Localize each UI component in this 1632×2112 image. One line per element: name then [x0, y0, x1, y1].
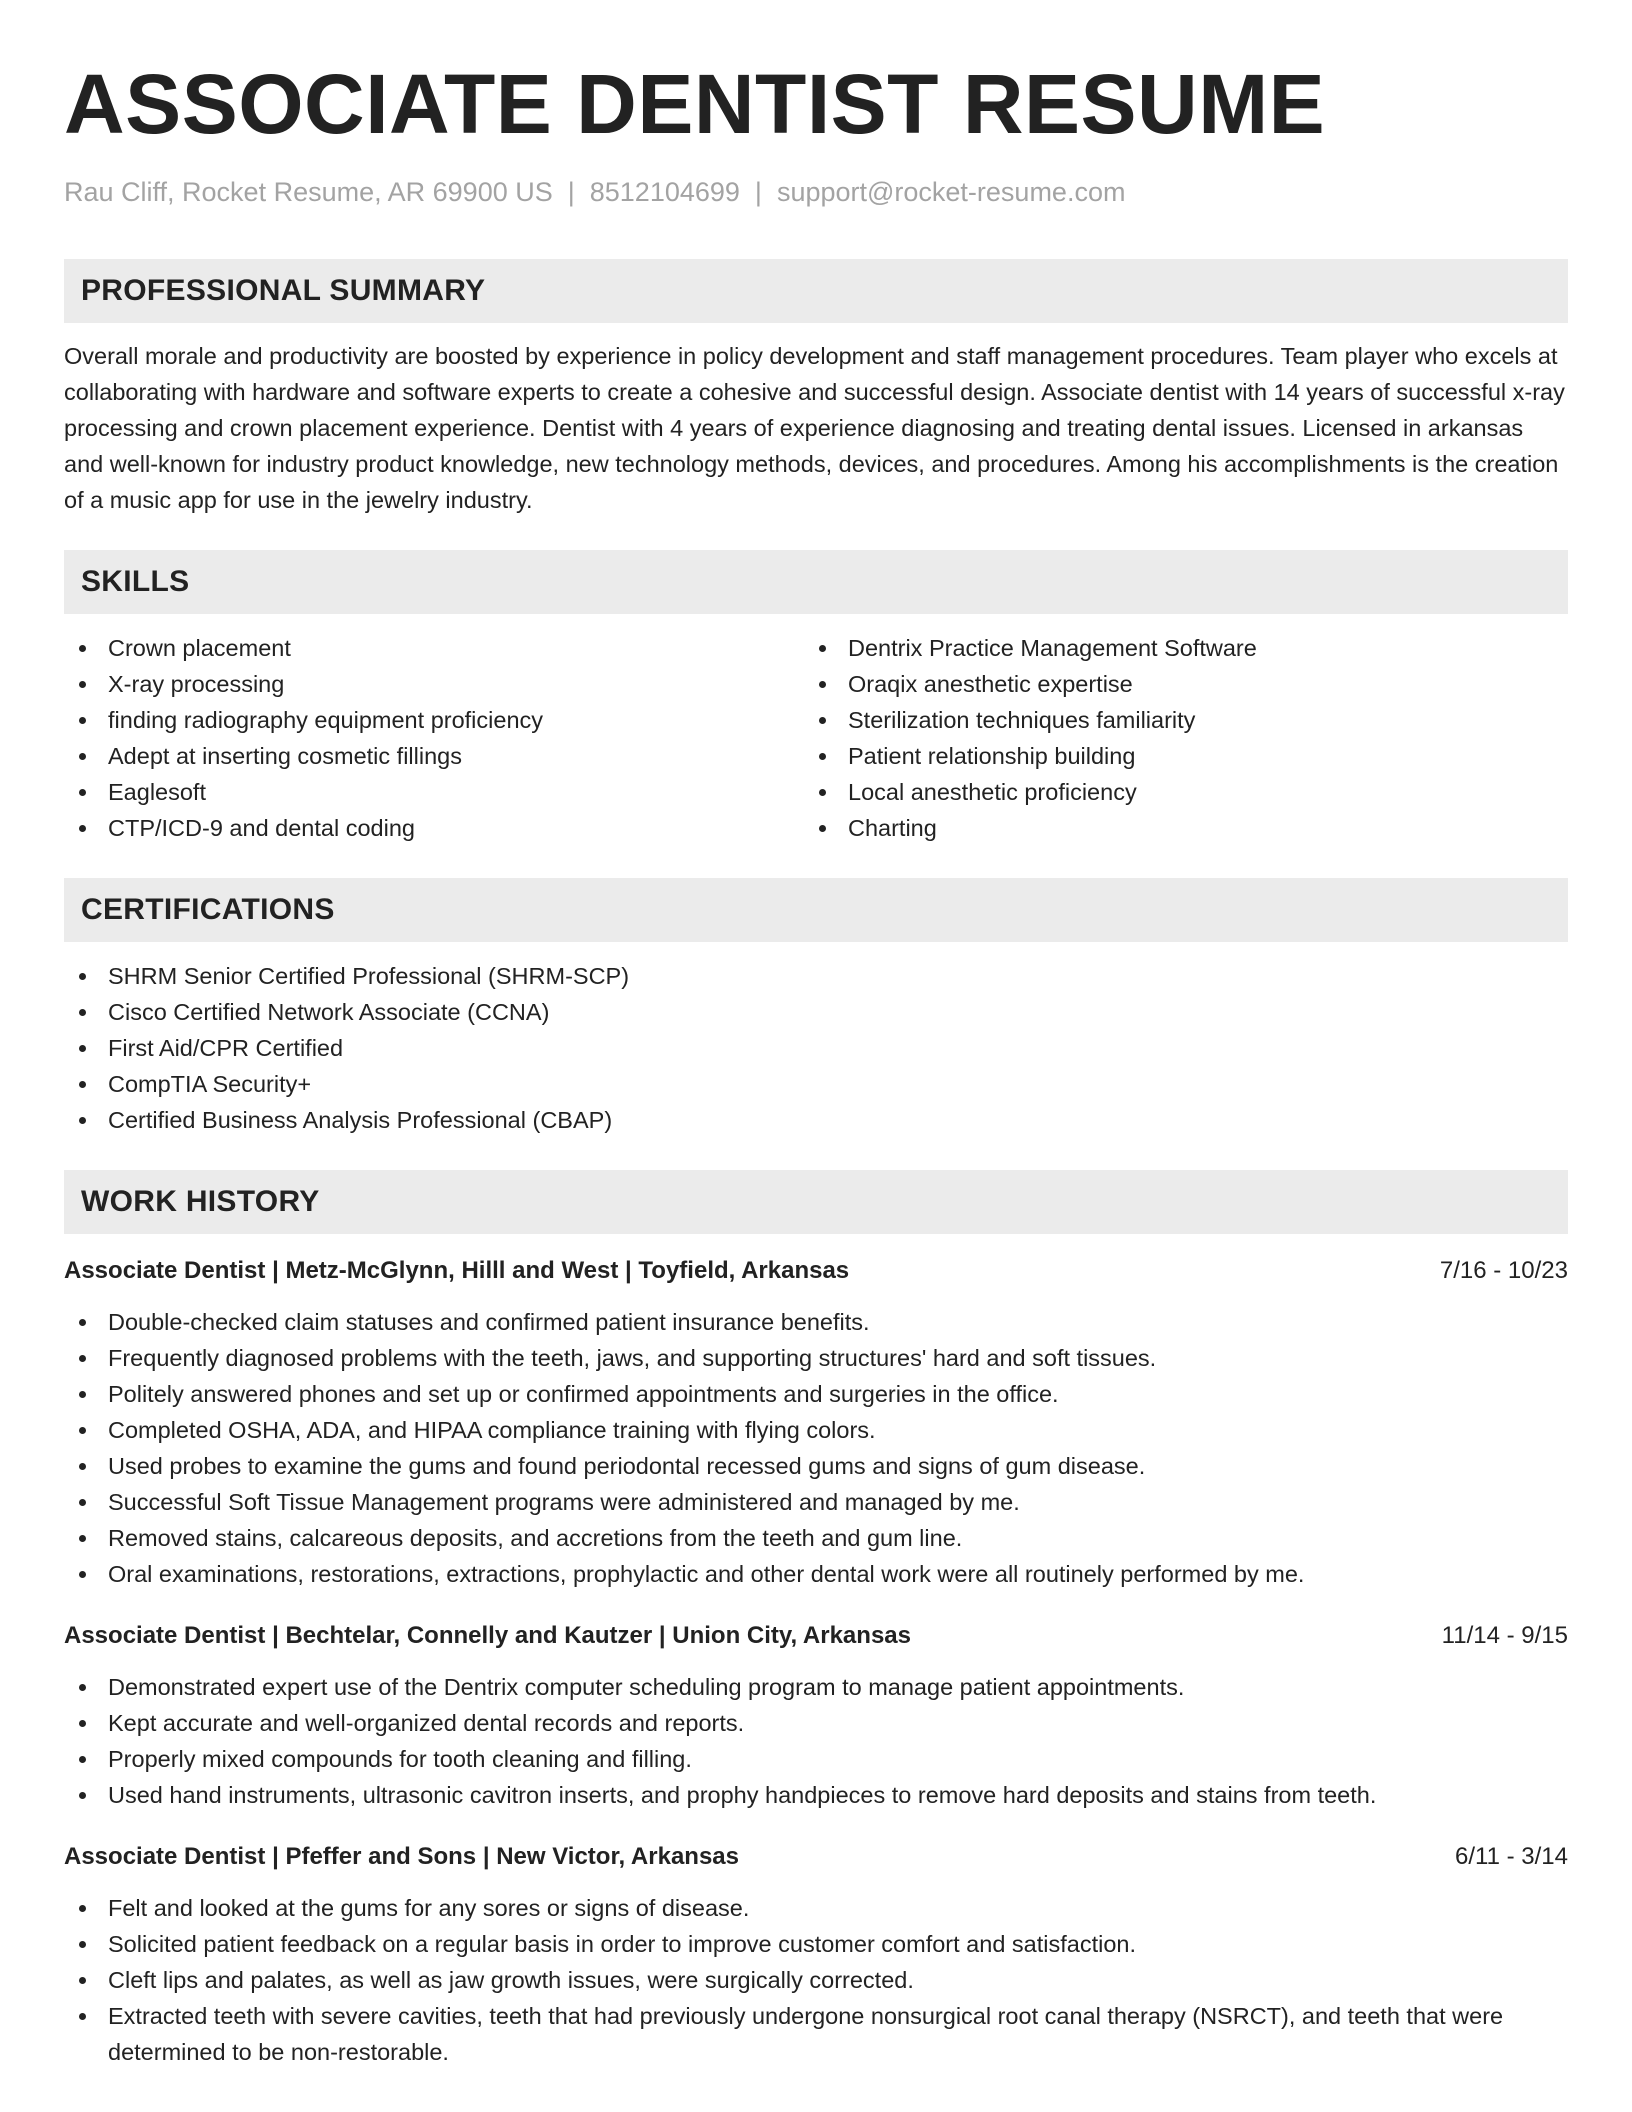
skill-item: Sterilization techniques familiarity [816, 702, 1568, 738]
skill-item: Dentrix Practice Management Software [816, 630, 1568, 666]
skills-list-left [64, 630, 816, 846]
job-duties-list [64, 1669, 1568, 1813]
skills-column-left [64, 630, 816, 846]
job-duty-item: Kept accurate and well-organized dental records and reports. [64, 1705, 1568, 1741]
job-header [64, 1619, 1568, 1653]
skill-item: Local anesthetic proficiency [816, 774, 1568, 810]
certifications-list [64, 958, 1568, 1138]
skill-item: Crown placement [64, 630, 816, 666]
job-duties-list [64, 1890, 1568, 2070]
job-duty-item: Oral examinations, restorations, extractions, prophylactic and other dental work were all routinely performed by me. [64, 1556, 1568, 1592]
job-duty-item: Cleft lips and palates, as well as jaw growth issues, were surgically corrected. [64, 1962, 1568, 1998]
contact-separator: | [754, 177, 762, 207]
contact-separator: | [567, 177, 575, 207]
job-duty-item: Frequently diagnosed problems with the teeth, jaws, and supporting structures' hard and soft tissues. [64, 1340, 1568, 1376]
job-duty-item: Completed OSHA, ADA, and HIPAA compliance training with flying colors. [64, 1412, 1568, 1448]
job-duty-item: Politely answered phones and set up or confirmed appointments and surgeries in the office. [64, 1376, 1568, 1412]
job-duty-item: Solicited patient feedback on a regular basis in order to improve customer comfort and satisfaction. [64, 1926, 1568, 1962]
certification-item: Certified Business Analysis Professional (CBAP) [64, 1102, 1568, 1138]
job-header [64, 1840, 1568, 1874]
section-heading-certifications: CERTIFICATIONS [64, 878, 1568, 942]
job-duty-item: Successful Soft Tissue Management programs were administered and managed by me. [64, 1484, 1568, 1520]
contact-email: support@rocket-resume.com [776, 177, 1126, 207]
job-title: Associate Dentist | Bechtelar, Connelly and Kautzer | Union City, Arkansas [64, 1622, 911, 1649]
skill-item: Eaglesoft [64, 774, 816, 810]
job-duty-item: Used probes to examine the gums and found periodontal recessed gums and signs of gum disease. [64, 1448, 1568, 1484]
resume-title: ASSOCIATE DENTIST RESUME [64, 57, 1326, 151]
contact-line [64, 175, 1568, 209]
contact-address: Rau Cliff, Rocket Resume, AR 69900 US [64, 177, 553, 207]
job-duty-item: Properly mixed compounds for tooth cleaning and filling. [64, 1741, 1568, 1777]
skills-columns [64, 630, 1568, 846]
job-duty-item: Double-checked claim statuses and confirmed patient insurance benefits. [64, 1304, 1568, 1340]
section-heading-work-history: WORK HISTORY [64, 1170, 1568, 1234]
skill-item: Charting [816, 810, 1568, 846]
job-duty-item: Used hand instruments, ultrasonic cavitron inserts, and prophy handpieces to remove hard deposits and stains from teeth. [64, 1777, 1568, 1813]
skill-item: finding radiography equipment proficiency [64, 702, 816, 738]
skill-item: X-ray processing [64, 666, 816, 702]
job-title: Associate Dentist | Pfeffer and Sons | New Victor, Arkansas [64, 1843, 739, 1870]
job-entry [64, 1619, 1568, 1813]
job-entry [64, 1254, 1568, 1592]
job-header [64, 1254, 1568, 1288]
job-duties-list [64, 1304, 1568, 1592]
job-entry [64, 1840, 1568, 2070]
certification-item: CompTIA Security+ [64, 1066, 1568, 1102]
certification-item: Cisco Certified Network Associate (CCNA) [64, 994, 1568, 1030]
certification-item: First Aid/CPR Certified [64, 1030, 1568, 1066]
skill-item: Oraqix anesthetic expertise [816, 666, 1568, 702]
section-heading-skills: SKILLS [64, 550, 1568, 614]
job-dates: 11/14 - 9/15 [1441, 1622, 1568, 1649]
job-dates: 7/16 - 10/23 [1439, 1257, 1568, 1284]
summary-text: Overall morale and productivity are boosted by experience in policy development and staff management procedures. Team player who excels at collaborating with hardware and software experts to create a cohesive and successful design. Associate dentist with 14 years of successful x-ray processing and crown placement experience. Dentist with 4 years of experience diagnosing and treating dental issues. Licensed in arkansas and well-known for industry product knowledge, new technology methods, devices, and procedures. Among his accomplishments is the creation of a music app for use in the jewelry industry. [64, 343, 1565, 513]
job-title: Associate Dentist | Metz-McGlynn, Hilll and West | Toyfield, Arkansas [64, 1257, 850, 1284]
skill-item: Adept at inserting cosmetic fillings [64, 738, 816, 774]
skills-column-right [816, 630, 1568, 846]
skills-list-right [816, 630, 1568, 846]
contact-phone: 8512104699 [589, 177, 740, 207]
job-dates: 6/11 - 3/14 [1455, 1843, 1568, 1870]
section-heading-summary: PROFESSIONAL SUMMARY [64, 259, 1568, 323]
skill-item: Patient relationship building [816, 738, 1568, 774]
certification-item: SHRM Senior Certified Professional (SHRM-SCP) [64, 958, 1568, 994]
job-duty-item: Removed stains, calcareous deposits, and accretions from the teeth and gum line. [64, 1520, 1568, 1556]
job-duty-item: Extracted teeth with severe cavities, teeth that had previously undergone nonsurgical root canal therapy (NSRCT), and teeth that were determined to be non-restorable. [64, 1998, 1568, 2070]
job-duty-item: Demonstrated expert use of the Dentrix computer scheduling program to manage patient appointments. [64, 1669, 1568, 1705]
job-duty-item: Felt and looked at the gums for any sores or signs of disease. [64, 1890, 1568, 1926]
skill-item: CTP/ICD-9 and dental coding [64, 810, 816, 846]
